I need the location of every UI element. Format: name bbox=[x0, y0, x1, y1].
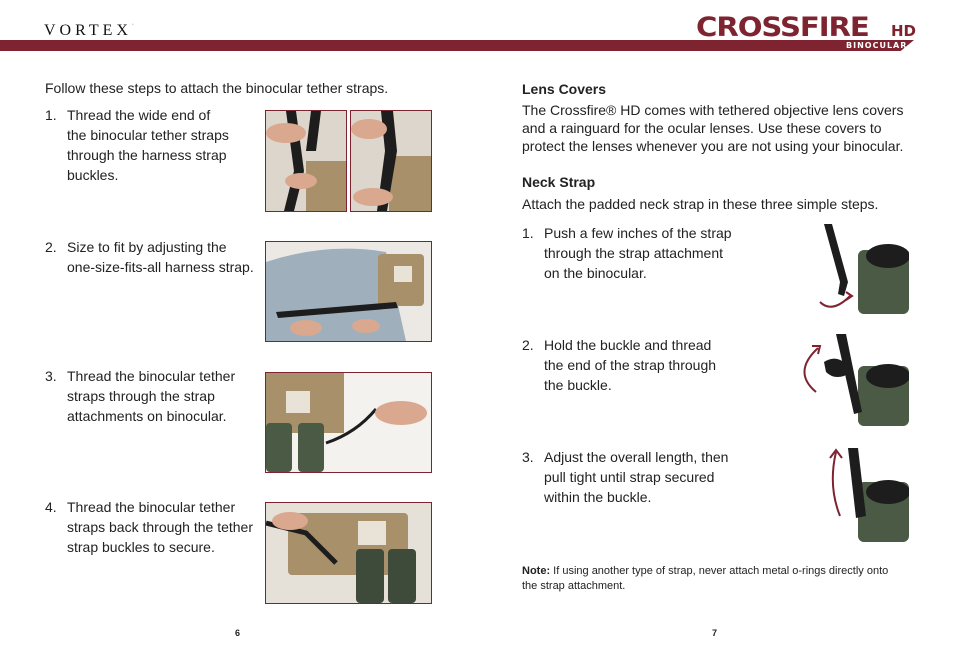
photo-threading-strap-b bbox=[350, 110, 432, 212]
step-number: 1. bbox=[522, 225, 534, 241]
photo-securing-buckles bbox=[265, 502, 432, 604]
photo-strap-attachments bbox=[265, 372, 432, 473]
step-text: Thread the binocular tether straps back through the tether strap buckles to secure. bbox=[67, 499, 253, 555]
neck-strap-intro: Attach the padded neck strap in these three simple steps. bbox=[522, 196, 879, 212]
page-number-right: 7 bbox=[712, 628, 718, 638]
image-neck-strap-step1 bbox=[812, 222, 909, 314]
lens-covers-heading: Lens Covers bbox=[522, 81, 607, 97]
photo-harness-fit bbox=[265, 241, 432, 342]
step-number: 3. bbox=[45, 368, 57, 384]
product-suffix: HD bbox=[891, 22, 917, 40]
step-text: Size to fit by adjusting the one-size-fits-all harness strap. bbox=[67, 239, 254, 275]
step-text: Thread the wide end of the binocular tether straps through the harness strap buckles. bbox=[67, 107, 229, 183]
vortex-logo: VORTEX· bbox=[44, 22, 134, 39]
note-label: Note: bbox=[522, 565, 551, 577]
lens-covers-text: The Crossfire® HD comes with tethered objective lens covers and a rainguard for the ocular lenses. Use these covers to protect the lenses whenever you are not using your binocular. bbox=[522, 102, 904, 154]
page-number-left: 6 bbox=[235, 628, 241, 638]
left-intro: Follow these steps to attach the binocular tether straps. bbox=[45, 80, 389, 96]
step-number: 3. bbox=[522, 449, 534, 465]
product-subtitle: BINOCULAR bbox=[846, 41, 908, 50]
photo-threading-strap-a bbox=[265, 110, 347, 212]
neck-strap-heading: Neck Strap bbox=[522, 174, 596, 190]
step-text: Push a few inches of the strap through the strap attachment on the binocular. bbox=[544, 225, 732, 281]
note-text: Note: If using another type of strap, never attach metal o-rings directly onto the strap attachment. bbox=[522, 565, 889, 592]
image-neck-strap-step3 bbox=[818, 446, 909, 542]
step-text: Adjust the overall length, then pull tight until strap secured within the buckle. bbox=[544, 449, 729, 505]
step-number: 1. bbox=[45, 107, 57, 123]
step-text: Hold the buckle and thread the end of the strap through the buckle. bbox=[544, 337, 717, 393]
step-number: 4. bbox=[45, 499, 57, 515]
image-neck-strap-step2 bbox=[796, 332, 909, 426]
step-text: Thread the binocular tether straps through the strap attachments on binocular. bbox=[67, 368, 236, 424]
step-number: 2. bbox=[45, 239, 57, 255]
step-number: 2. bbox=[522, 337, 534, 353]
product-logo: CROSSFIRE bbox=[696, 12, 869, 43]
